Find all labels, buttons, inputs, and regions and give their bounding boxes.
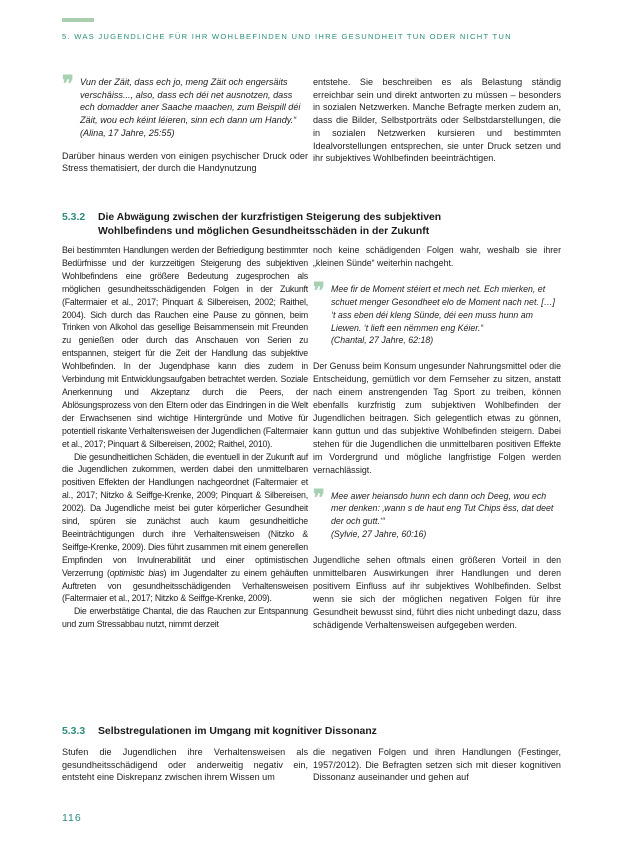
quote-source: (Alina, 17 Jahre, 25:55) <box>80 127 175 138</box>
section-5-3-3-left-column <box>62 746 308 784</box>
italic-term: optimistic bias <box>109 567 164 578</box>
quote-mark-icon: ❞ <box>313 277 325 304</box>
top-left-column <box>62 71 308 175</box>
paragraph: entstehe. Sie beschreiben es als Belastung ständig erreichbar sein und direkt antworten zu müssen – besonders in sozialen Netzwerken. Manche Befragte merken zudem an, dass die Bilder, Selbstporträts oder Selbstdarstellungen, die in sozialen Netzwerken kursieren und bestimmten Idealvorstellungen entsprechen, sie unter Druck setzen und ihr subjektives Wohlbefinden beeinträchtigen. <box>313 77 561 164</box>
section-number: 5.3.2 <box>62 212 86 223</box>
quote-mark-icon: ❞ <box>313 484 325 511</box>
section-5-3-2-left-column <box>62 244 308 631</box>
quote-alina <box>62 71 308 140</box>
quote-chantal <box>313 277 561 348</box>
quote-mark-icon: ❞ <box>62 71 74 97</box>
paragraph: Jugendliche sehen oftmals einen größeren Vorteil in den unmittelbaren Auswirkungen ihrer Handlungen und deren positivem Einfluss auf ihr subjektives Wohlbefinden. Selbst wenn sie sich der möglichen negativen Folgen für ihre Gesundheit bewusst sind, führt dies nicht unbedingt dazu, dass schädigende Verhaltensweisen aufgegeben werden. <box>313 555 561 630</box>
quote-text: Vun der Zäit, dass ech jo, meng Zäit och engersäits verschäiss..., also, dass ech déi net ausnotzen, dass ech domadder aner Saache maachen, zum Beispill déi Zäit, wou ech kéint léieren, sinn ech dann um Handy.“ <box>80 77 301 126</box>
paragraph: noch keine schädigenden Folgen wahr, weshalb sie ihrer „kleinen Sünde“ weiterhin nachgeht. <box>313 245 561 268</box>
page-number: 116 <box>62 812 82 824</box>
section-number: 5.3.3 <box>62 726 86 737</box>
section-title: Selbstregulationen im Umgang mit kognitiver Dissonanz <box>98 726 377 737</box>
paragraph: Die gesundheitlichen Schäden, die eventuell in der Zukunft auf die Jugendlichen zukommen, werden dabei den unmittelbaren positiven Effekten der Handlungen nachgeordnet (Faltermaier et al., 2017; Nitzko & Seiffge-Krenke, 2009; Pinquart & Silbereisen, 2002). Da Jugendliche meist bei guter körperlicher Gesundheit sind, spüren sie zunächst auch kaum gesundheitliche Beeinträchtigungen durch ihre Verhaltensweisen (Nitzko & Seiffge-Krenke, 2009). Dies führt zusammen mit einem generellen Empfinden von Invulnerabilität und einer optimistischen Verzerrung (optimistic bias) im Jugendalter zu einem gehäuften Auftreten von gesundheitsschädigenden Verhaltensweisen (Faltermaier et al., 2017; Nitzko & Seiffge-Krenke, 2009). <box>62 451 308 604</box>
quote-sylvie <box>313 484 561 542</box>
paragraph: die negativen Folgen und ihren Handlungen (Festinger, 1957/2012). Die Befragten setzen sich mit dieser kognitiven Dissonanz auseinander und gehen auf <box>313 747 561 783</box>
paragraph: Bei bestimmten Handlungen werden der Befriedigung bestimmter Bedürfnisse und der kurzzeitigen Steigerung des subjektiven Wohlbefindens eine größere Bedeutung zugesprochen als möglichen gesundheitsschädigenden Folgen in der Zukunft (Faltermaier et al., 2017; Pinquart & Silbereisen, 2002; Raithel, 2004). Sich durch das Rauchen eine Pause zu gönnen, beim Trinken von Alkohol das gesellige Beisammensein mit Freunden zu genießen oder durch das Anschauen von Serien zu entspannen, steigert für die Zeit der Handlung das subjektive Wohlbefinden. In der Jugendphase kann dies zudem in Verbindung mit Entwicklungsaufgaben betrachtet werden. Soziale Anerkennung und Akzeptanz durch die Peers, der Ablösungsprozess von den Eltern oder das Eindringen in die Welt der Erwachsenen sind wichtige Hintergründe und Motive für potentiell riskante Verhaltensweisen der Jugendlichen (Faltermaier et al., 2017; Pinquart & Silbereisen, 2002; Raithel, 2010). <box>62 245 308 449</box>
section-heading-5-3-2 <box>62 211 582 238</box>
section-5-3-2-right-column <box>313 244 561 632</box>
paragraph: Der Genuss beim Konsum ungesunder Nahrungsmittel oder die Entscheidung, gemütlich vor dem Fernseher zu sitzen, anstatt nach einem anstrengenden Tag Sport zu treiben, können ebenfalls kurzfristig zum subjektiven Wohlbefinden der Jugendlichen beitragen. Sich gelegentlich etwas zu gönnen, kann guttun und das subjektive Wohlbefinden steigern. Dabei stehen für die Jugendlichen die unmittelbaren positiven Effekte im Vordergrund und mögliche langfristige Folgen werden vernachlässigt. <box>313 361 561 475</box>
paragraph: Stufen die Jugendlichen ihre Verhaltensweisen als gesundheitsschädigend oder anderweitig negativ ein, entsteht eine Diskrepanz zwischen ihrem Wissen um <box>62 747 308 783</box>
paragraph: Darüber hinaus werden von einigen psychischer Druck oder Stress thematisiert, der durch die Handynutzung <box>62 150 308 174</box>
section-title-line-1: Die Abwägung zwischen der kurzfristigen Steigerung des subjektiven <box>98 212 442 223</box>
section-title-line-2: Wohlbefindens und möglichen Gesundheitsschäden in der Zukunft <box>98 225 430 237</box>
quote-text: Mee fir de Moment stéiert et mech net. Ech mierken, et schuet menger Gesondheet elo de Moment nach net. […] ‘t ass eben déi kleng Sünde, déi een muss hunn am Liewen. ‘t lieft een nëmmen eng Kéier.“ <box>331 283 555 333</box>
section-5-3-3-right-column <box>313 746 561 784</box>
top-right-column <box>313 76 561 165</box>
header-rule <box>62 18 94 22</box>
paragraph: Die erwerbstätige Chantal, die das Rauchen zur Entspannung und zum Stressabbau nutzt, nimmt derzeit <box>62 606 308 630</box>
running-header: 5. WAS JUGENDLICHE FÜR IHR WOHLBEFINDEN UND IHRE GESUNDHEIT TUN ODER NICHT TUN <box>62 32 512 41</box>
quote-source: (Sylvie, 27 Jahre, 60:16) <box>331 529 427 540</box>
quote-source: (Chantal, 27 Jahre, 62:18) <box>331 335 434 346</box>
section-heading-5-3-3 <box>62 725 582 739</box>
quote-text: Mee awer heiansdo hunn ech dann och Deeg, wou ech mer denken: ‚wann s de haut eng Tut Chips ëss, dat deet der och gutt.‘“ <box>331 490 554 527</box>
